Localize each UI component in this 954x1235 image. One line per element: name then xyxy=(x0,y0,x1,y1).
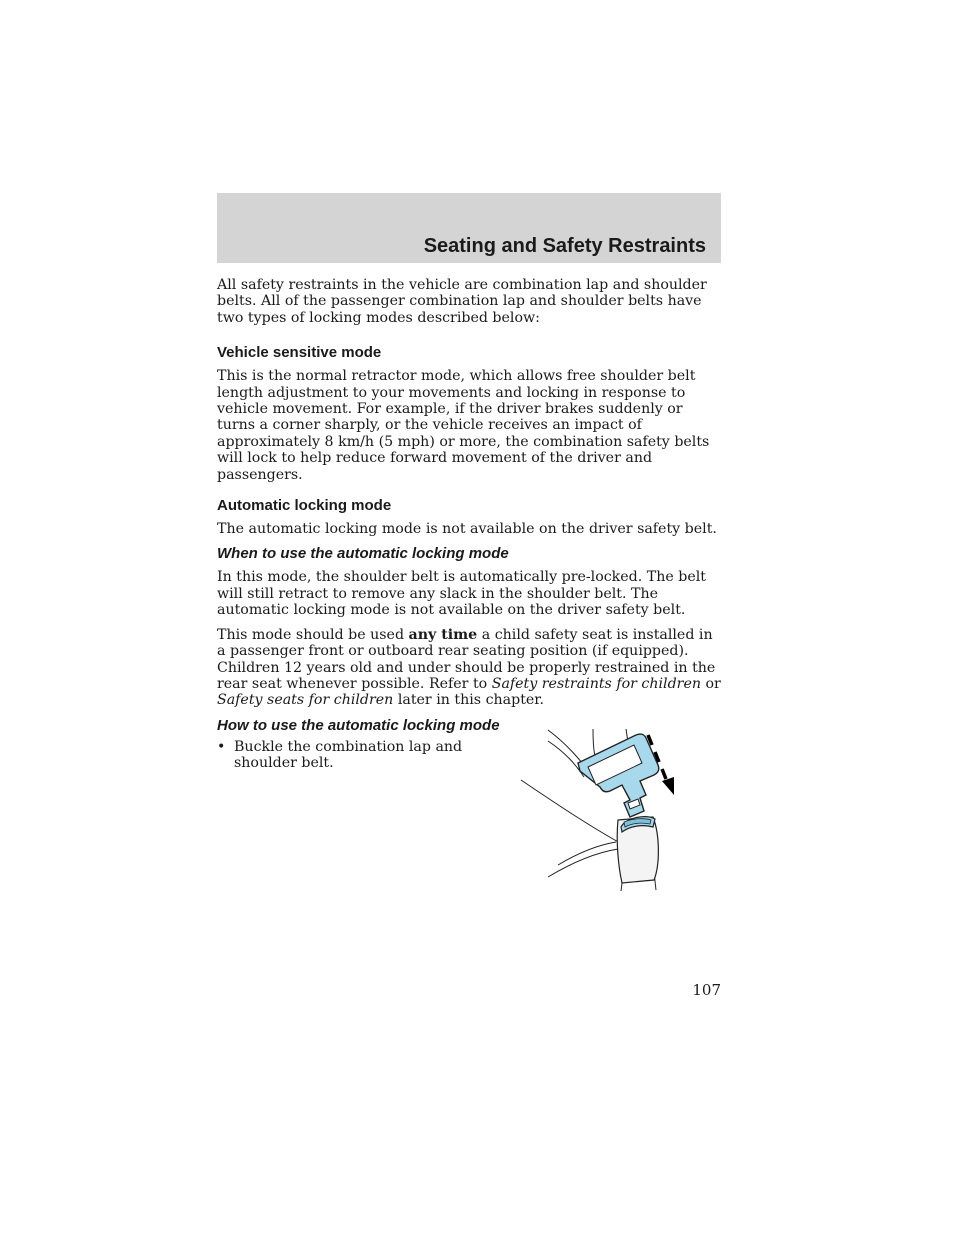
emphasis-any-time: any time xyxy=(408,626,478,643)
reference-safety-restraints-for-children: Safety restraints for children xyxy=(491,675,701,692)
main-content xyxy=(217,277,721,772)
when-to-use-paragraph-2 xyxy=(217,627,721,709)
page-number: 107 xyxy=(692,981,721,999)
reference-safety-seats-for-children: Safety seats for children xyxy=(217,692,394,709)
text-run: later in this chapter. xyxy=(393,692,545,709)
how-to-use-heading: How to use the automatic locking mode xyxy=(217,716,500,734)
section-header-band xyxy=(217,193,721,263)
automatic-locking-paragraph: The automatic locking mode is not available on the driver safety belt. xyxy=(217,521,717,538)
vehicle-sensitive-heading: Vehicle sensitive mode xyxy=(217,344,382,362)
when-to-use-paragraph-1: In this mode, the shoulder belt is automatically pre-locked. The belt will still retract to remove any slack in the shoulder belt. The automatic locking mode is not available on the driver safety belt. xyxy=(217,569,707,619)
text-run: or xyxy=(700,675,721,692)
text-run: This mode should be used xyxy=(217,626,409,643)
bullet-icon: • xyxy=(217,738,226,755)
section-title: Seating and Safety Restraints xyxy=(423,235,706,257)
intro-paragraph: All safety restraints in the vehicle are combination lap and shoulder belts. All of the passenger combination lap and shoulder belts have two types of locking modes described below: xyxy=(217,277,707,326)
text-run: a child safety seat is installed in a passenger front or outboard rear seating position (if equipped). Children 12 years old and under should be properly restrained in the rear seat whenever possible. Refer to xyxy=(217,626,716,692)
automatic-locking-heading: Automatic locking mode xyxy=(217,497,392,515)
seat-belt-buckle-icon xyxy=(518,725,682,893)
vehicle-sensitive-paragraph: This is the normal retractor mode, which allows free shoulder belt length adjustment to your movements and locking in response to vehicle movement. For example, if the driver brakes suddenly or turns a corner sharply, or the vehicle receives an impact of approximately 8 km/h (5 mph) or more, the combination safety belts will lock to help reduce forward movement of the driver and passengers. xyxy=(217,368,710,483)
when-to-use-heading: When to use the automatic locking mode xyxy=(217,545,509,563)
list-item xyxy=(217,739,467,772)
step-text: Buckle the combination lap and shoulder belt. xyxy=(234,738,463,772)
